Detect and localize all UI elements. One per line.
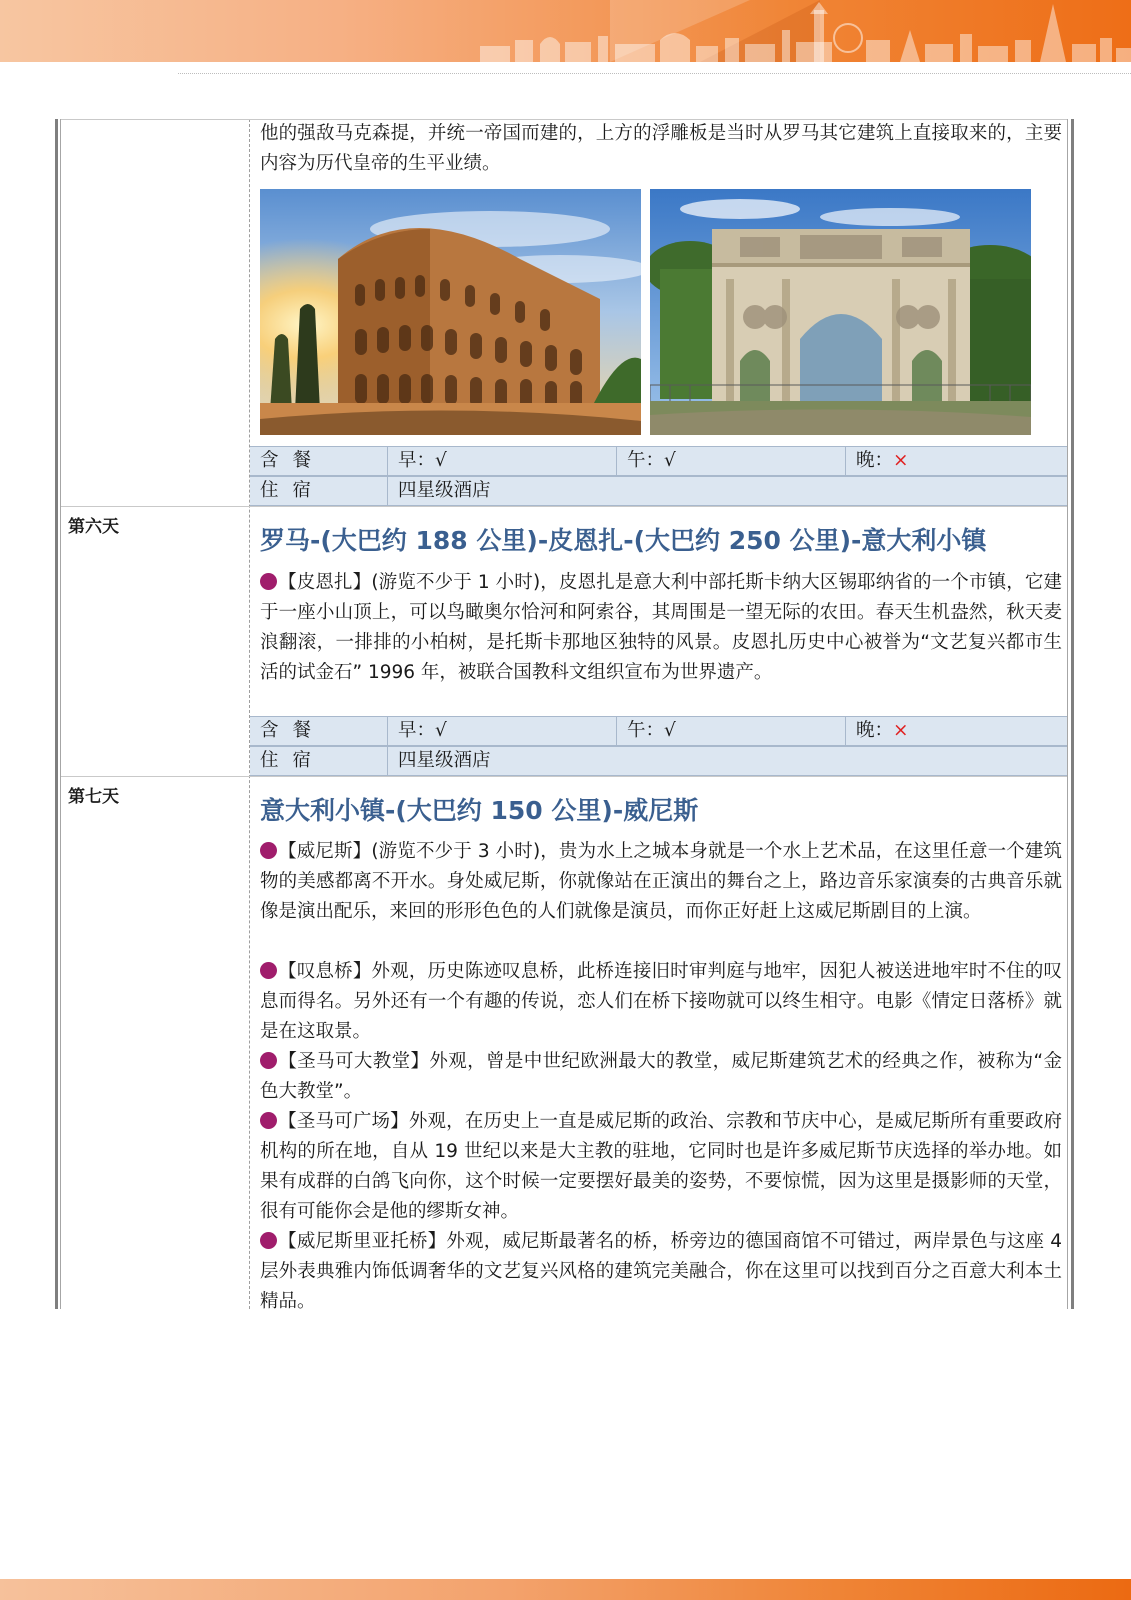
itinerary-paragraph: 【威尼斯】(游览不少于 3 小时)，贵为水上之城本身就是一个水上艺术品，在这里任意一个建筑物的美感都离不开水。身处威尼斯，你就像站在正演出的舞台之上，路边音乐家演奏的古典音乐就像是演出配乐，来回的形形色色的人们就像是演员，而你正好赶上这威尼斯剧目的上演。 [260, 841, 1062, 922]
lodging-row [250, 476, 1067, 506]
day-label: 第七天 [68, 787, 119, 807]
dinner-label: 晚： [856, 720, 894, 741]
bullet-icon [260, 842, 277, 859]
breakfast-cell: 早：√ [387, 717, 616, 745]
itinerary-paragraph: 【圣马可大教堂】外观，曾是中世纪欧洲最大的教堂，威尼斯建筑艺术的经典之作，被称为“金色大教堂”。 [260, 1051, 1062, 1102]
dinner-excluded-mark: × [893, 720, 909, 741]
day-label: 第六天 [68, 517, 119, 537]
itinerary-paragraph: 【圣马可广场】外观，在历史上一直是威尼斯的政治、宗教和节庆中心，是威尼斯所有重要政府机构的所在地，自从 19 世纪以来是大主教的驻地，它同时也是许多威尼斯节庆选择的举办地。如果有成群的白鸽飞向你，这个时候一定要摆好最美的姿势，不要惊慌，因为这里是摄影师的天堂，很有可能你会是他的缪斯女神。 [260, 1111, 1062, 1222]
meals-row [250, 446, 1067, 476]
lodging-label: 住宿 [260, 750, 326, 771]
lunch-cell: 午：√ [616, 717, 845, 745]
table-row-divider [61, 776, 1067, 777]
itinerary-paragraph: 【皮恩扎】(游览不少于 1 小时)，皮恩扎是意大利中部托斯卡纳大区锡耶纳省的一个市镇，它建于一座小山顶上，可以鸟瞰奥尔恰河和阿索谷，其周围是一望无际的农田。春天生机盎然，秋天麦浪翻滚，一排排的小柏树，是托斯卡那地区独特的风景。皮恩扎历史中心被誉为“文艺复兴都市生活的试金石” 1996 年，被联合国教科文组织宣布为世界遗产。 [260, 572, 1062, 683]
meals-label: 含餐 [260, 720, 326, 741]
table-border-right [1071, 119, 1074, 1309]
header-divider [178, 73, 1131, 74]
day-title: 意大利小镇-(大巴约 150 公里)-威尼斯 [260, 796, 699, 825]
city-skyline-icon [470, 0, 1131, 62]
table-column-divider [249, 119, 250, 1309]
itinerary-paragraph: 【叹息桥】外观，历史陈迹叹息桥，此桥连接旧时审判庭与地牢，因犯人被送进地牢时不住的叹息而得名。另外还有一个有趣的传说，恋人们在桥下接吻就可以终生相守。电影《情定日落桥》就是在这取景。 [260, 961, 1062, 1042]
dinner-cell [845, 717, 1067, 745]
day-title: 罗马-(大巴约 188 公里)-皮恩扎-(大巴约 250 公里)-意大利小镇 [260, 526, 987, 555]
lodging-label: 住宿 [260, 480, 326, 501]
meals-row [250, 716, 1067, 746]
itinerary-paragraph: 他的强敌马克森提，并统一帝国而建的，上方的浮雕板是当时从罗马其它建筑上直接取来的，主要内容为历代皇帝的生平业绩。 [260, 123, 1062, 174]
lodging-value: 四星级酒店 [387, 477, 1067, 505]
breakfast-cell: 早：√ [387, 447, 616, 475]
dinner-label: 晚： [856, 450, 894, 471]
bullet-icon [260, 962, 277, 979]
bullet-icon [260, 1112, 277, 1129]
table-border-right [1067, 119, 1068, 1309]
bullet-icon [260, 1052, 277, 1069]
dinner-cell [845, 447, 1067, 475]
bullet-icon [260, 1232, 277, 1249]
lunch-cell: 午：√ [616, 447, 845, 475]
table-row-divider [61, 506, 1067, 507]
lodging-row [250, 746, 1067, 776]
lodging-value: 四星级酒店 [387, 747, 1067, 775]
footer-banner [0, 1579, 1131, 1600]
arch-of-constantine-photo [650, 189, 1031, 435]
table-border-left [60, 119, 61, 1309]
colosseum-photo [260, 189, 641, 435]
bullet-icon [260, 573, 277, 590]
meals-label: 含餐 [260, 450, 326, 471]
itinerary-paragraph: 【威尼斯里亚托桥】外观，威尼斯最著名的桥，桥旁边的德国商馆不可错过，两岸景色与这座 4 层外表典雅内饰低调奢华的文艺复兴风格的建筑完美融合，你在这里可以找到百分之百意大利本土精品。 [260, 1231, 1062, 1312]
dinner-excluded-mark: × [893, 450, 909, 471]
table-border-left [55, 119, 58, 1309]
header-banner [0, 0, 1131, 62]
